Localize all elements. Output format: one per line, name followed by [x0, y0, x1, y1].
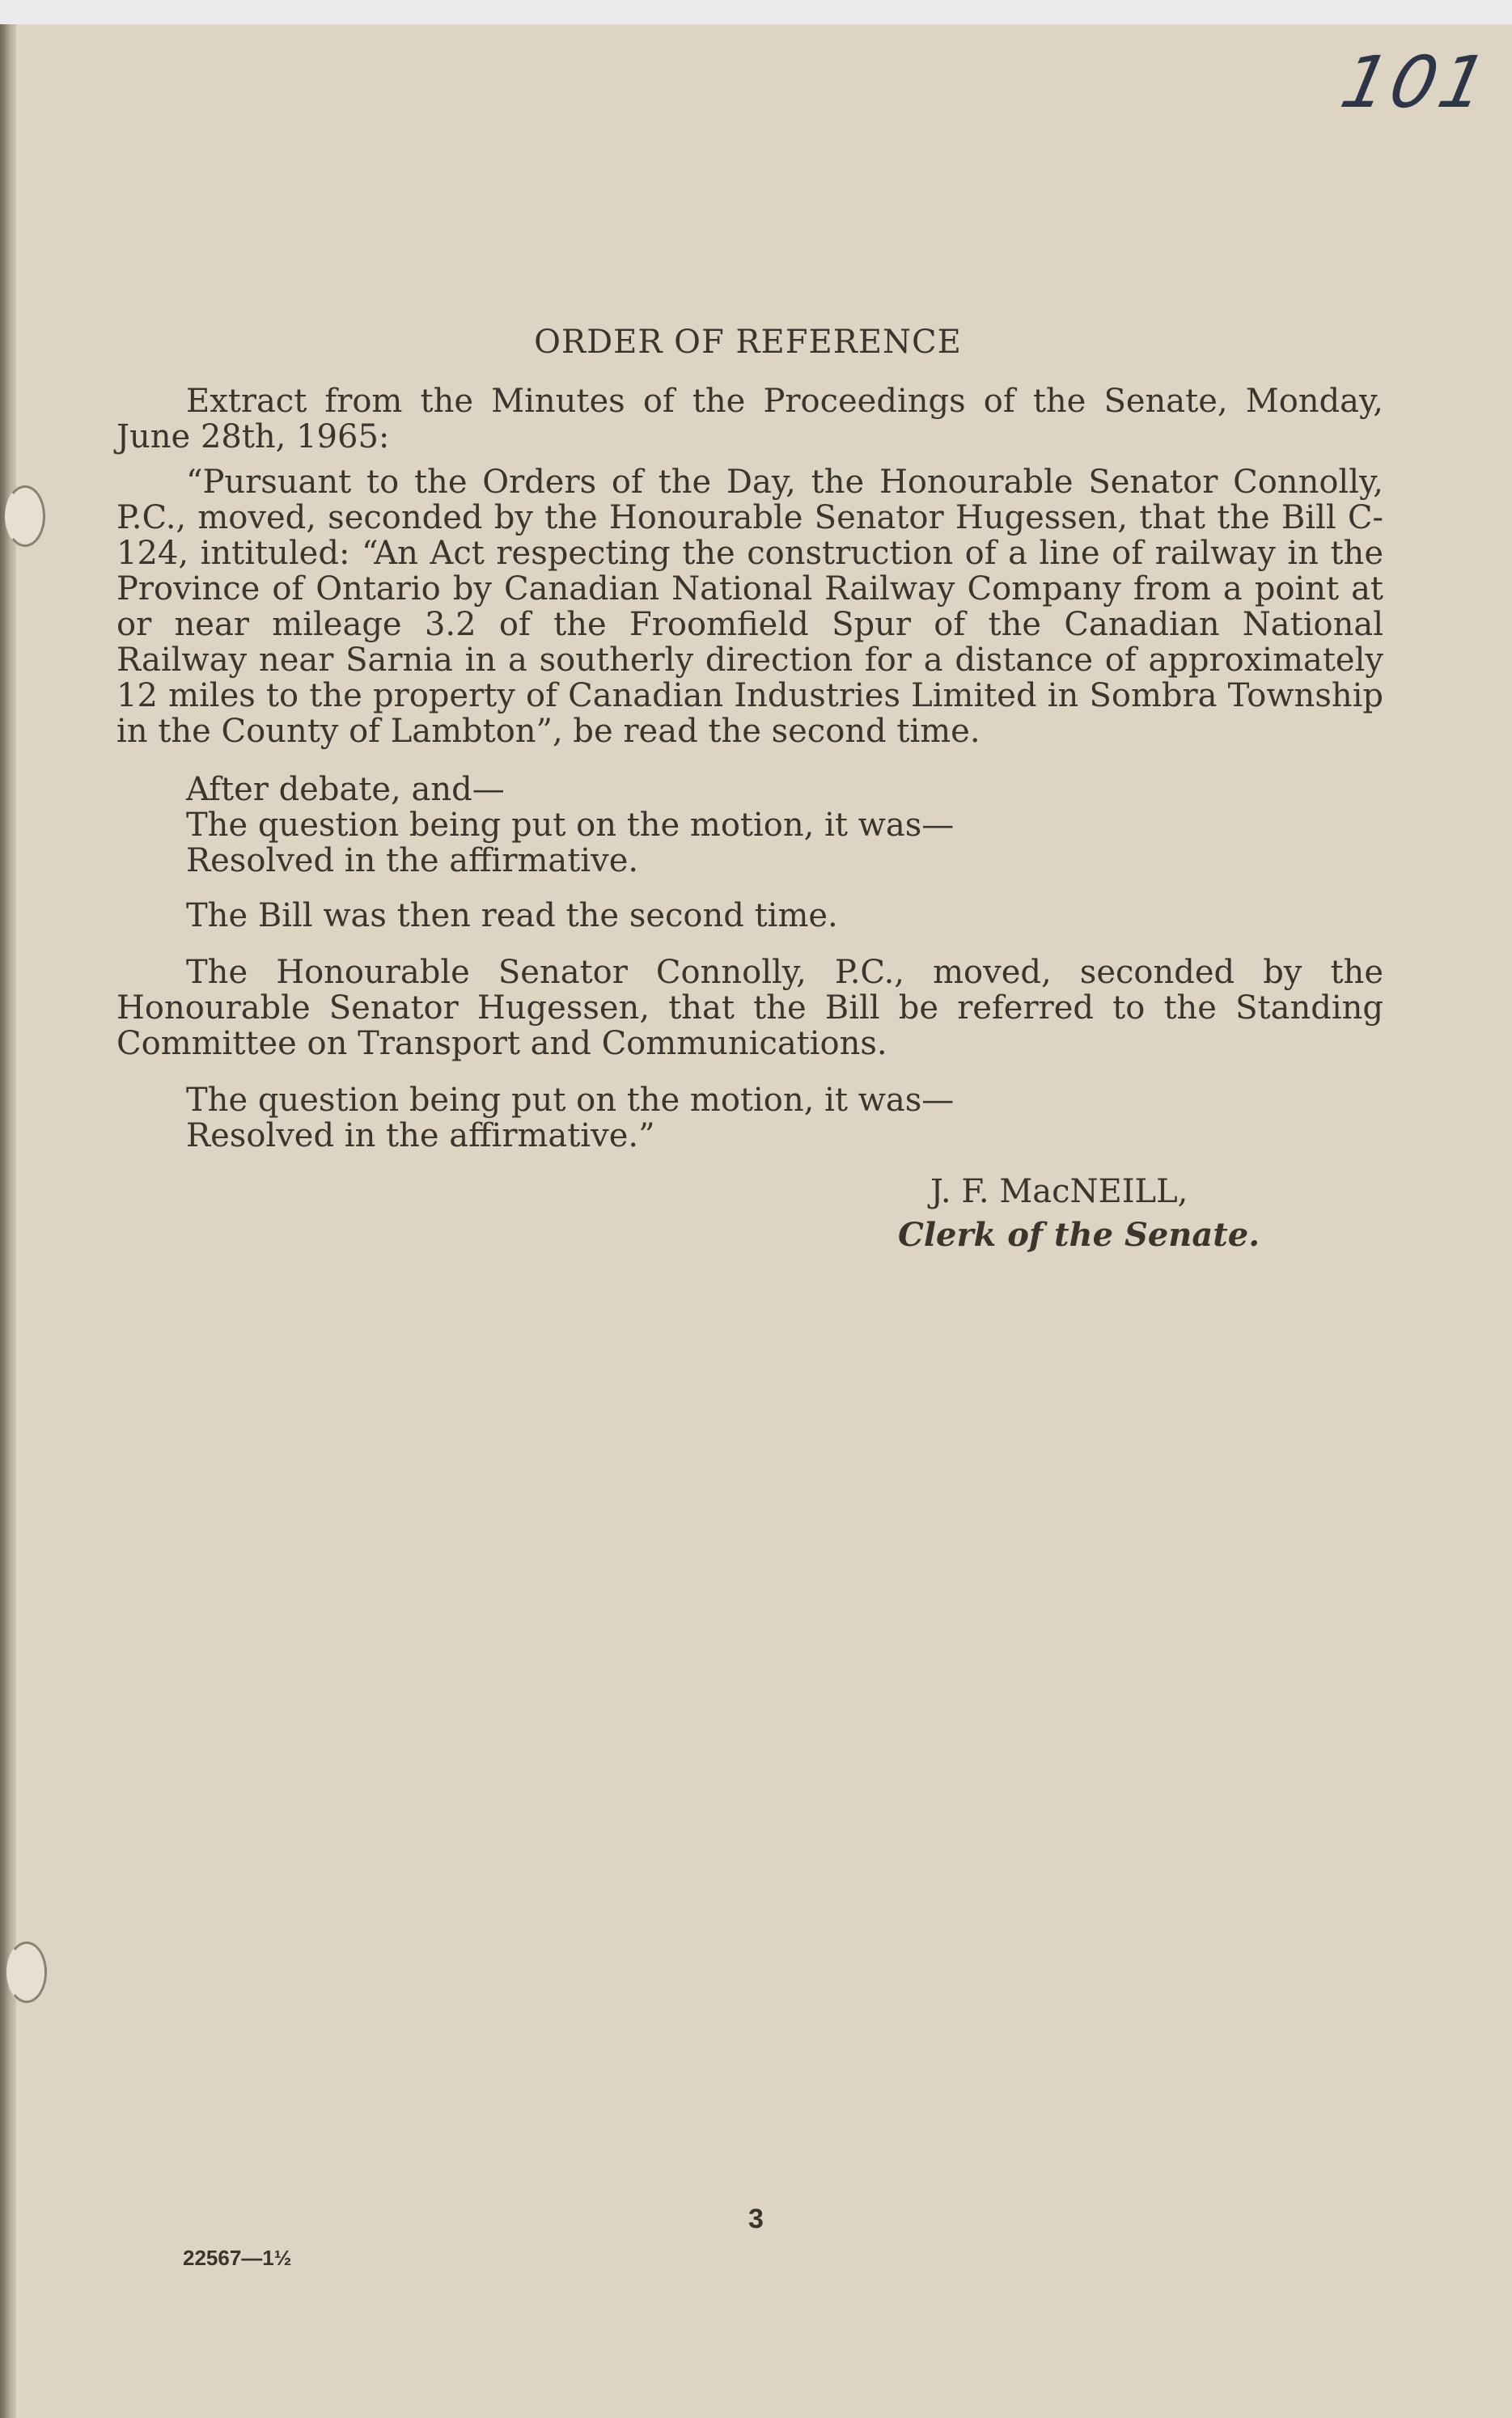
debate-line: Resolved in the affirmative. [186, 842, 639, 879]
scan-top-margin [0, 0, 1512, 24]
document-heading: ORDER OF REFERENCE [534, 324, 962, 361]
signatory-name: J. F. MacNEILL, [930, 1173, 1188, 1210]
second-reading-paragraph: The Bill was then read the second time. [186, 897, 838, 934]
motion-paragraph: “Pursuant to the Orders of the Day, the Honourable Senator Connolly, P.C., moved, seconded by the Honourable Senator Hugessen, that the Bill C-124, intituled: “An Act respecting the construction of a line of railway in the Province of Ontario by Canadian National Railway Company from a point at or near mileage 3.2 of the Froomfield Spur of the Canadian National Railway near Sarnia in a southerly direction for a distance of approximately 12 miles to the property of Canadian Industries Limited in Sombra Township in the County of Lambton”, be read the second time. [116, 464, 1383, 750]
punch-hole-top [5, 485, 45, 547]
final-line: Resolved in the affirmative.” [186, 1117, 655, 1154]
debate-block [116, 772, 1383, 879]
binding-edge [0, 24, 16, 2418]
signature-block [898, 1170, 1302, 1257]
handwritten-page-number: 101 [1334, 40, 1497, 124]
punch-hole-bottom [6, 1942, 47, 2003]
final-block [116, 1082, 1383, 1154]
page-number: 3 [748, 2204, 764, 2234]
referral-paragraph: The Honourable Senator Connolly, P.C., moved, seconded by the Honourable Senator Hugessen, that the Bill be referred to the Standing Committee on Transport and Communications. [116, 954, 1383, 1062]
final-line: The question being put on the motion, it was— [186, 1082, 955, 1119]
debate-line: After debate, and— [186, 771, 505, 808]
extract-paragraph: Extract from the Minutes of the Proceedings of the Senate, Monday, June 28th, 1965: [116, 383, 1383, 455]
print-code: 22567—1½ [183, 2246, 292, 2270]
debate-line: The question being put on the motion, it was— [186, 807, 955, 844]
signatory-title: Clerk of the Senate. [898, 1216, 1260, 1254]
